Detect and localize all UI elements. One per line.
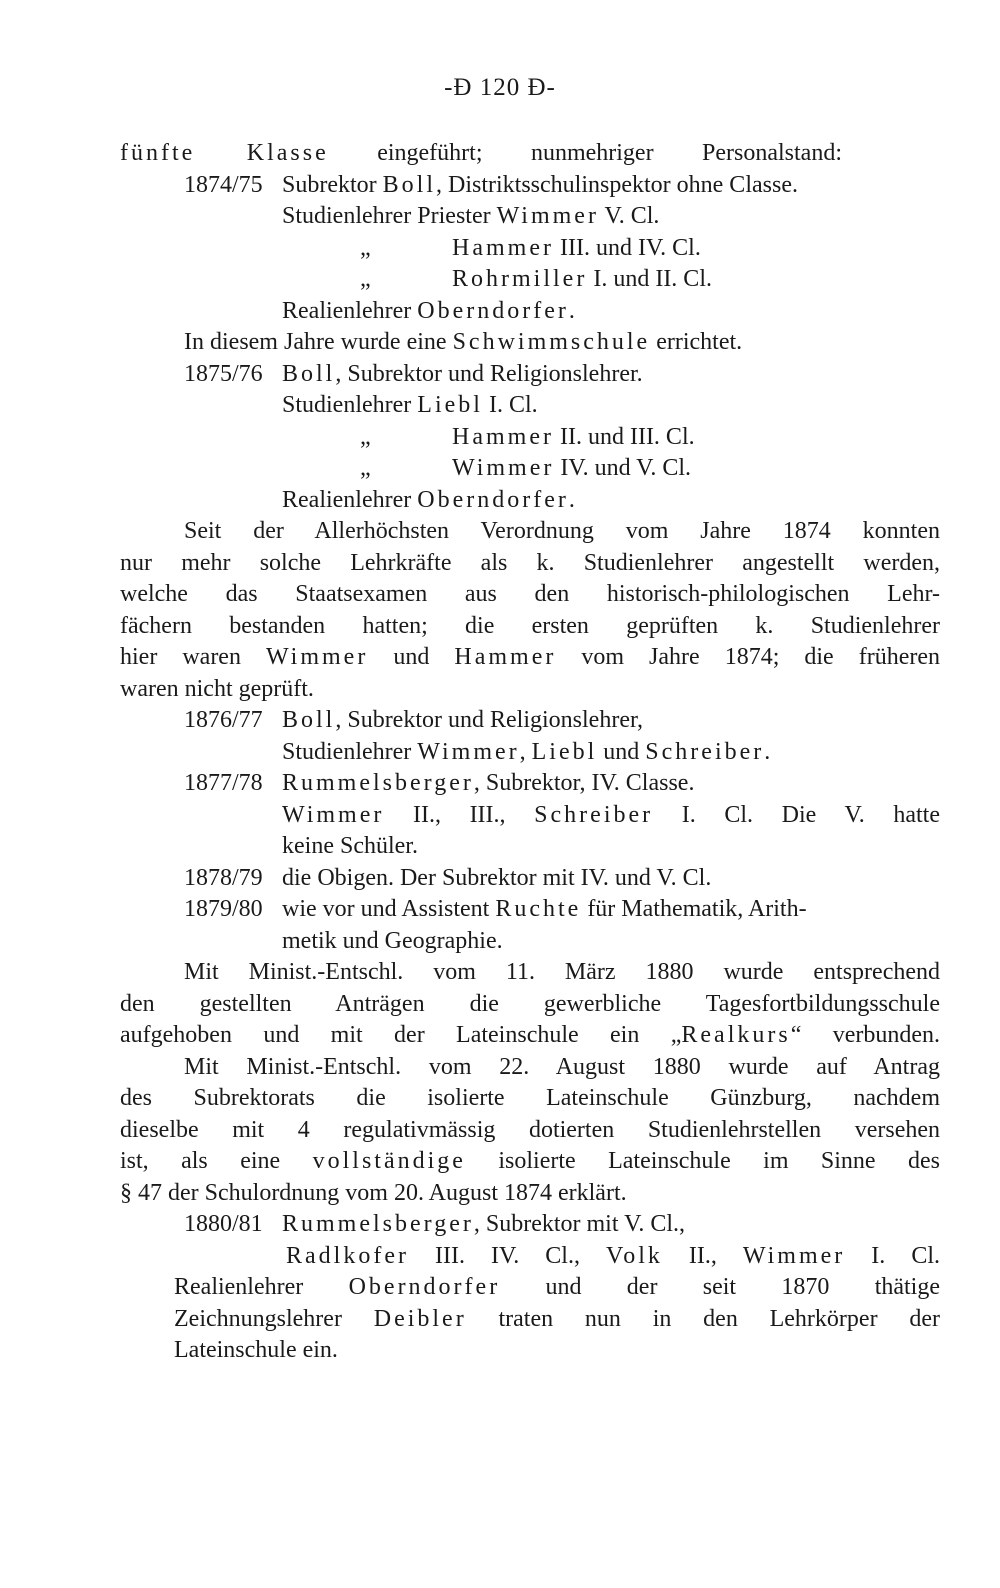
- line-text: traten nun in den Lehrkörper der: [466, 1305, 940, 1332]
- text-line: [120, 548, 940, 580]
- line-text: aufgehoben und mit der Lateinschule ein „: [120, 1022, 682, 1048]
- text-line: [184, 705, 1000, 737]
- person-name: Hammer: [452, 423, 554, 450]
- text-line: [120, 1115, 940, 1147]
- text-line: [282, 296, 1000, 328]
- person-name: Hammer: [454, 644, 557, 670]
- line-text: Lateinschule ein.: [174, 1337, 338, 1363]
- line-text: für Mathematik, Arith-: [581, 896, 807, 922]
- person-name: Boll: [282, 360, 336, 387]
- person-name: Schreiber: [534, 801, 654, 828]
- year-label: 1875/76: [184, 360, 263, 387]
- spaced-term: Realkurs: [681, 1022, 791, 1048]
- body-text: [0, 138, 1000, 1367]
- line-text: fächern bestanden hatten; die ersten geprüften k. Studienlehrer: [120, 612, 940, 639]
- line-text: ,: [519, 738, 532, 765]
- line-text: I. und II. Cl.: [587, 266, 712, 292]
- year-label: 1877/78: [184, 770, 263, 796]
- ditto-mark: „: [360, 234, 371, 261]
- text-line: [184, 359, 1000, 391]
- line-text: , Subrektor, IV. Classe.: [473, 770, 695, 796]
- text-line: [174, 1304, 940, 1336]
- line-text: II. und III. Cl.: [553, 423, 695, 450]
- line-text: I. Cl. Die V. hatte: [653, 801, 941, 828]
- text-line: [282, 201, 1000, 233]
- text-line: [120, 674, 1000, 706]
- line-text: den gestellten Anträgen die gewerbliche Tagesfortbildungsschule: [120, 990, 940, 1017]
- person-name: Oberndorfer: [348, 1274, 501, 1300]
- text-line: [174, 1335, 1000, 1367]
- line-text: Studienlehrer: [282, 738, 418, 765]
- year-label: 1874/75: [184, 171, 263, 198]
- line-text: Seit der Allerhöchsten Verordnung vom Jahre 1874 konnten: [184, 518, 940, 544]
- page-number: -Ð 120 Ð-: [444, 74, 556, 101]
- text-line: [360, 264, 1000, 296]
- person-name: Liebl: [531, 738, 598, 765]
- text-line: [282, 800, 940, 832]
- text-line: [360, 453, 1000, 485]
- line-text: ist, als eine: [120, 1148, 313, 1174]
- person-name: Rohrmiller: [452, 266, 588, 292]
- line-text: V. Cl.: [598, 203, 660, 229]
- line-text: Realienlehrer: [174, 1274, 349, 1300]
- person-name: Oberndorfer: [417, 297, 569, 324]
- text-line: [184, 768, 1000, 800]
- text-line: [184, 894, 1000, 926]
- line-text: Studienlehrer Priester: [282, 203, 497, 229]
- person-name: Deibler: [373, 1305, 467, 1332]
- line-text: keine Schüler.: [282, 833, 418, 859]
- text-line: [120, 579, 940, 611]
- line-text: vom Jahre 1874; die früheren: [556, 644, 941, 670]
- text-line: [184, 327, 1000, 359]
- line-text: Mit Minist.-Entschl. vom 11. März 1880 wurde entsprechend: [184, 959, 940, 985]
- person-name: Rummelsberger: [282, 1211, 474, 1237]
- text-line: [184, 170, 1000, 202]
- person-name: Schreiber: [645, 738, 765, 765]
- text-line: [360, 233, 1000, 265]
- line-text: eingeführt; nunmehriger Personalstand:: [328, 140, 842, 166]
- text-line: [184, 957, 940, 989]
- line-text: , Distriktsschulinspektor ohne Classe.: [436, 171, 798, 198]
- person-name: Ruchte: [495, 896, 582, 922]
- line-text: nur mehr solche Lehrkräfte als k. Studienlehrer angestellt werden,: [120, 549, 940, 576]
- line-text: Mit Minist.-Entschl. vom 22. August 1880 wurde auf Antrag: [184, 1053, 940, 1080]
- line-text: III. und IV. Cl.: [553, 234, 701, 261]
- text-line: [282, 390, 1000, 422]
- line-text: III. IV. Cl.,: [408, 1242, 606, 1269]
- person-name: Oberndorfer: [417, 486, 569, 513]
- year-label: 1878/79: [184, 864, 263, 891]
- text-line: [120, 1146, 940, 1178]
- line-text: Subrektor: [282, 171, 383, 198]
- line-text: hier waren: [120, 644, 266, 670]
- text-line: [282, 831, 1000, 863]
- person-name: Rummelsberger: [282, 770, 474, 796]
- person-name: Wimmer: [282, 801, 385, 828]
- line-text: IV. und V. Cl.: [554, 455, 692, 481]
- line-text: .: [568, 486, 575, 513]
- text-line: [120, 989, 940, 1021]
- line-text: Studienlehrer: [282, 392, 418, 418]
- text-line: [120, 611, 940, 643]
- person-name: Wimmer: [265, 644, 369, 670]
- ditto-mark: „: [360, 266, 371, 292]
- line-text: Realienlehrer: [282, 297, 418, 324]
- line-text: isolierte Lateinschule im Sinne des: [465, 1148, 941, 1174]
- line-text: und der seit 1870 thätige: [500, 1274, 941, 1300]
- text-line: [282, 926, 1000, 958]
- text-line: [184, 516, 940, 548]
- spaced-term: Schwimmschule: [452, 329, 651, 355]
- person-name: Boll: [382, 171, 436, 198]
- text-line: [282, 485, 1000, 517]
- year-label: 1879/80: [184, 896, 263, 922]
- line-text: “ verbunden.: [790, 1022, 941, 1048]
- year-label: 1876/77: [184, 707, 263, 733]
- line-text: die Obigen. Der Subrektor mit IV. und V. Cl.: [282, 864, 712, 891]
- line-text: , Subrektor und Religionslehrer,: [335, 707, 643, 733]
- line-text: welche das Staatsexamen aus den historisch-philologischen Lehr-: [120, 581, 940, 607]
- text-line: [184, 1209, 1000, 1241]
- person-name: Hammer: [452, 234, 554, 261]
- spaced-term: vollständige: [312, 1148, 466, 1174]
- line-text: und: [368, 644, 455, 670]
- text-line: [174, 1272, 940, 1304]
- line-text: errichtet.: [650, 329, 743, 355]
- line-text: II., III.,: [384, 801, 535, 828]
- line-text: , Subrektor und Religionslehrer.: [335, 360, 643, 387]
- line-text: II.,: [662, 1242, 743, 1269]
- person-name: Wimmer: [452, 455, 555, 481]
- line-text: , Subrektor mit V. Cl.,: [473, 1211, 685, 1237]
- ditto-mark: „: [360, 423, 371, 450]
- text-line: [286, 1241, 940, 1273]
- text-line: [120, 642, 940, 674]
- person-name: Radlkofer: [286, 1242, 409, 1269]
- line-text: I. Cl.: [845, 1242, 940, 1269]
- line-text: .: [568, 297, 575, 324]
- line-text: des Subrektorats die isolierte Lateinschule Günzburg, nachdem: [120, 1085, 940, 1111]
- line-text: waren nicht geprüft.: [120, 675, 314, 702]
- line-text: .: [764, 738, 771, 765]
- line-text: Realienlehrer: [282, 486, 418, 513]
- person-name: Liebl: [417, 392, 483, 418]
- text-line: [184, 1052, 940, 1084]
- spaced-term: fünfte Klasse: [120, 140, 329, 166]
- line-text: § 47 der Schulordnung vom 20. August 1874 erklärt.: [120, 1179, 627, 1206]
- text-line: [120, 1178, 1000, 1210]
- year-label: 1880/81: [184, 1211, 263, 1237]
- ditto-mark: „: [360, 455, 371, 481]
- line-text: In diesem Jahre wurde eine: [184, 329, 453, 355]
- person-name: Volk: [605, 1242, 663, 1269]
- line-text: metik und Geographie.: [282, 927, 503, 954]
- line-text: Zeichnungslehrer: [174, 1305, 374, 1332]
- text-line: [184, 863, 1000, 895]
- text-line: [282, 737, 1000, 769]
- person-name: Wimmer: [417, 738, 520, 765]
- text-line: [120, 1083, 940, 1115]
- person-name: Wimmer: [496, 203, 599, 229]
- text-line: [120, 1020, 940, 1052]
- person-name: Wimmer: [742, 1242, 846, 1269]
- line-text: und: [597, 738, 646, 765]
- line-text: I. Cl.: [482, 392, 538, 418]
- text-line: [360, 422, 1000, 454]
- text-line: [120, 138, 842, 170]
- person-name: Boll: [282, 707, 336, 733]
- line-text: dieselbe mit 4 regulativmässig dotierten Studienlehrstellen versehen: [120, 1116, 940, 1143]
- line-text: wie vor und Assistent: [282, 896, 496, 922]
